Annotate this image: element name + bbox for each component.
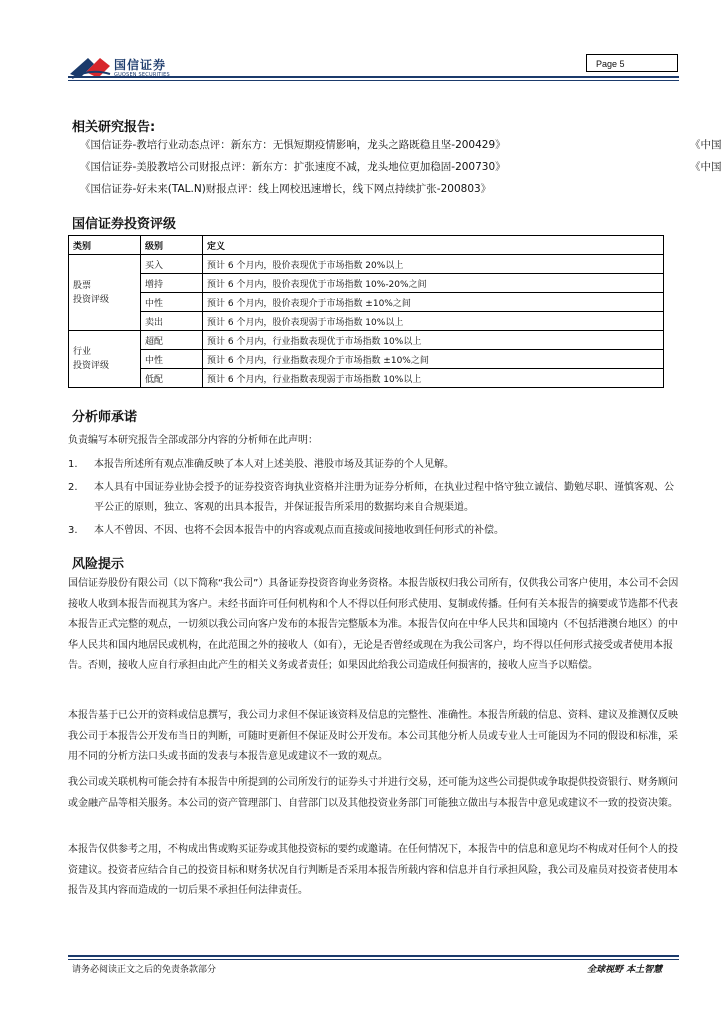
related-report-item[interactable]: 《国信证券-教培行业动态点评：新东方：无惧短期疫情影响，龙头之路既稳且坚-200429》 — [80, 139, 506, 151]
list-number: 2. — [68, 482, 78, 493]
footer-rule-thin — [68, 959, 679, 960]
list-text: 本报告所述所有观点准确反映了本人对上述美股、港股市场及其证券的个人见解。 — [94, 459, 454, 470]
table-row — [69, 255, 664, 274]
risk-paragraph: 我公司或关联机构可能会持有本报告中所提到的公司所发行的证券头寸并进行交易，还可能为这些公司提供或争取提供投资银行、财务顾问或金融产品等相关服务。本公司的资产管理部门、自营部门以及其他投资业务部门可能独立做出与本报告中意见或建议不一致的投资决策。 — [68, 777, 678, 809]
risk-paragraph: 国信证券股份有限公司（以下简称“我公司”）具备证券投资咨询业务资格。本报告版权归我公司所有，仅供我公司客户使用，本公司不会因接收人收到本报告而视其为客户。未经书面许可任何机构和个人不得以任何形式使用、复制或传播。任何有关本报告的摘要或节选都不代表本报告正式完整的观点，一切须以我公司向客户发布的本报告完整版本为准。本报告仅向在中华人民共和国境内（不包括港澳台地区）的中华人民共和国内地居民或机构，在此范围之外的接收人（如有），无论是否曾经或现在为我公司客户，均不得以任何形式接受或者使用本报告。否则，接收人应自行承担由此产生的相关义务或者责任；如果因此给我公司造成任何损害的，接收人应当予以赔偿。 — [68, 578, 679, 671]
table-row — [69, 293, 664, 312]
header-rule-thin — [68, 80, 679, 81]
related-reports-title: 相关研究报告: — [72, 120, 156, 135]
rating-level: 低配 — [141, 369, 203, 388]
risk-paragraph: 本报告基于已公开的资料或信息撰写，我公司力求但不保证该资料及信息的完整性、准确性。本报告所载的信息、资料、建议及推测仅反映我公司于本报告公开发布当日的判断，可随时更新但不保证及时公开发布。本公司其他分析人员或专业人士可能因为不同的假设和标准，采用不同的分析方法口头或书面的发表与本报告意见或建议不一致的观点。 — [68, 710, 678, 762]
header-rule — [68, 76, 679, 78]
rating-definition: 预计 6 个月内，股价表现优于市场指数 20%以上 — [203, 255, 664, 274]
rating-table — [68, 235, 664, 388]
table-row — [69, 350, 664, 369]
table-row — [69, 331, 664, 350]
table-row — [69, 312, 664, 331]
header-definition: 定义 — [203, 236, 664, 255]
page-number: Page 5 — [586, 54, 678, 72]
header-level: 级别 — [141, 236, 203, 255]
rating-definition: 预计 6 个月内，股价表现弱于市场指数 10%以上 — [203, 312, 664, 331]
rating-definition: 预计 6 个月内，股价表现介于市场指数 ±10%之间 — [203, 293, 664, 312]
related-report-item[interactable]: 《国信证券-好未来(TAL.N)财报点评：线上网校迅速增长，线下网点持续扩张-200803》 — [80, 183, 492, 195]
header-category: 类别 — [69, 236, 141, 255]
rating-title: 国信证券投资评级 — [72, 217, 177, 232]
related-report-item[interactable]: 《国信证券-美股教培公司财报点评：新东方：扩张速度不减，龙头地位更加稳固-200730》 — [80, 161, 506, 173]
risk-title: 风险提示 — [72, 557, 125, 572]
table-row — [69, 274, 664, 293]
stock-rating-category: 股票 投资评级 — [69, 255, 141, 331]
table-row — [69, 369, 664, 388]
analyst-title: 分析师承诺 — [72, 410, 138, 425]
rating-level: 中性 — [141, 293, 203, 312]
list-text: 本人不曾因、不因、也将不会因本报告中的内容或观点而直接或间接地收到任何形式的补偿。 — [94, 525, 504, 536]
rating-definition: 预计 6 个月内，股价表现优于市场指数 10%-20%之间 — [203, 274, 664, 293]
rating-level: 买入 — [141, 255, 203, 274]
footer-rule — [68, 955, 679, 957]
rating-level: 增持 — [141, 274, 203, 293]
rating-definition: 预计 6 个月内，行业指数表现介于市场指数 ±10%之间 — [203, 350, 664, 369]
list-number: 3. — [68, 525, 78, 536]
analyst-intro: 负责编写本研究报告全部或部分内容的分析师在此声明： — [68, 435, 318, 446]
logo-english-name: GUOSEN SECURITIES — [114, 72, 170, 78]
risk-paragraph: 本报告仅供参考之用，不构成出售或购买证券或其他投资标的要约或邀请。在任何情况下，本报告中的信息和意见均不构成对任何个人的投资建议。投资者应结合自己的投资目标和财务状况自行判断是否采用本报告所载内容和信息并自行承担风险，我公司及雇员对投资者使用本报告及其内容而造成的一切后果不承担任何法律责任。 — [68, 844, 678, 896]
related-report-overflow: 《中国 — [690, 139, 722, 151]
rating-level: 卖出 — [141, 312, 203, 331]
rating-definition: 预计 6 个月内，行业指数表现优于市场指数 10%以上 — [203, 331, 664, 350]
footer-disclaimer-note: 请务必阅读正文之后的免责条款部分 — [72, 965, 217, 975]
industry-rating-category: 行业 投资评级 — [69, 331, 141, 388]
logo-chinese-name: 国信证券 — [114, 58, 167, 72]
list-number: 1. — [68, 459, 78, 470]
related-report-overflow: 《中国 — [690, 161, 722, 173]
rating-definition: 预计 6 个月内，行业指数表现弱于市场指数 10%以上 — [203, 369, 664, 388]
table-header-row — [69, 236, 664, 255]
rating-level: 超配 — [141, 331, 203, 350]
footer-slogan: 全球视野 本土智慧 — [587, 965, 663, 975]
list-text: 本人具有中国证券业协会授予的证券投资咨询执业资格并注册为证券分析师，在执业过程中恪守独立诚信、勤勉尽职、谨慎客观、公平公正的原则，独立、客观的出具本报告，并保证报告所采用的数据均来自合规渠道。 — [94, 482, 674, 513]
rating-level: 中性 — [141, 350, 203, 369]
